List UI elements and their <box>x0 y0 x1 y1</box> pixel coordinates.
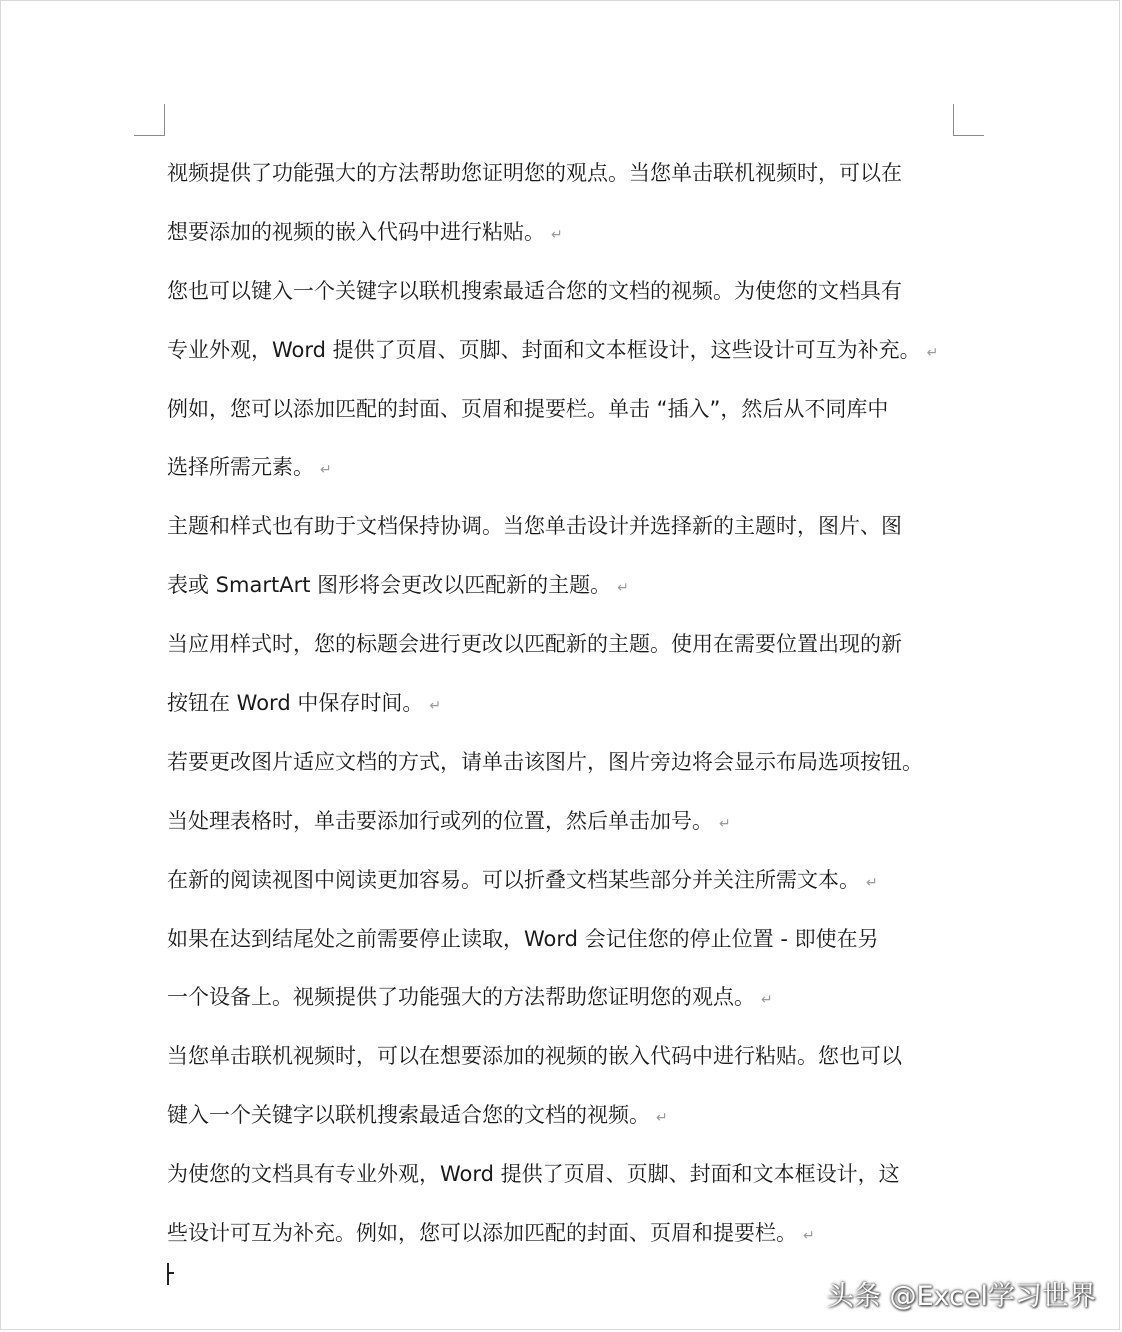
paragraph[interactable] <box>167 910 967 1028</box>
text-line-content: 一个设备上。视频提供了功能强大的方法帮助您证明您的观点。 <box>167 985 755 1010</box>
paragraph[interactable] <box>167 851 967 910</box>
paragraph-mark-icon: ↵ <box>429 698 442 715</box>
paragraph-mark-icon: ↵ <box>551 226 563 243</box>
text-line <box>167 203 967 262</box>
text-line: 例如，您可以添加匹配的封面、页眉和提要栏。单击 “插入”，然后从不同库中 <box>167 396 889 421</box>
text-line: 如果在达到结尾处之前需要停止读取，Word 会记住您的停止位置 - 即使在另 <box>167 926 879 951</box>
paragraph[interactable] <box>167 1027 967 1145</box>
text-line: 为使您的文档具有专业外观，Word 提供了页眉、页脚、封面和文本框设计，这 <box>167 1162 900 1187</box>
text-line-content: 表或 SmartArt 图形将会更改以匹配新的主题。 <box>167 573 612 598</box>
text-line-content: 在新的阅读视图中阅读更加容易。可以折叠文档某些部分并关注所需文本。 <box>167 867 860 892</box>
text-line <box>167 556 967 615</box>
text-line-content: 选择所需元素。 <box>167 455 314 480</box>
text-line: 若要更改图片适应文档的方式，请单击该图片，图片旁边将会显示布局选项按钮。 <box>167 749 923 774</box>
document-body[interactable] <box>167 144 967 1263</box>
text-cursor <box>167 1263 169 1285</box>
text-line <box>167 968 967 1027</box>
paragraph-mark-icon: ↵ <box>761 992 773 1009</box>
text-line: 主题和样式也有助于文档保持协调。当您单击设计并选择新的主题时，图片、图 <box>167 514 902 539</box>
paragraph-mark-icon: ↵ <box>719 815 731 832</box>
text-line: 当应用样式时，您的标题会进行更改以匹配新的主题。使用在需要位置出现的新 <box>167 632 902 657</box>
text-line: 您也可以键入一个关键字以联机搜索最适合您的文档的视频。为使您的文档具有 <box>167 278 902 303</box>
watermark-text: 头条 @Excel学习世界 <box>826 1281 1096 1312</box>
paragraph[interactable] <box>167 497 967 615</box>
text-line-content: 想要添加的视频的嵌入代码中进行粘贴。 <box>167 219 545 244</box>
text-line: 视频提供了功能强大的方法帮助您证明您的观点。当您单击联机视频时，可以在 <box>167 161 902 185</box>
paragraph-mark-icon: ↵ <box>320 462 332 479</box>
paragraph[interactable] <box>167 380 967 498</box>
paragraph-mark-icon: ↵ <box>803 1228 815 1245</box>
paragraph[interactable] <box>167 144 967 262</box>
paragraph-mark-icon: ↵ <box>866 874 878 891</box>
margin-corner-mark-top-right <box>953 104 984 136</box>
text-line-content: 些设计可互为补充。例如，您可以添加匹配的封面、页眉和提要栏。 <box>167 1221 797 1246</box>
text-line <box>167 321 967 380</box>
text-cursor-tick <box>169 1272 174 1274</box>
text-line-content: 当处理表格时，单击要添加行或列的位置，然后单击加号。 <box>167 808 713 833</box>
text-line <box>167 792 967 851</box>
paragraph-mark-icon: ↵ <box>926 344 939 361</box>
text-line-content: 专业外观，Word 提供了页眉、页脚、封面和文本框设计，这些设计可互为补充。 <box>167 337 921 362</box>
paragraph[interactable] <box>167 262 967 380</box>
text-line <box>167 1086 967 1145</box>
text-line-content: 键入一个关键字以联机搜索最适合您的文档的视频。 <box>167 1103 650 1128</box>
paragraph-mark-icon: ↵ <box>656 1110 668 1127</box>
margin-corner-mark-top-left <box>134 104 165 136</box>
text-line-content: 按钮在 Word 中保存时间。 <box>167 691 424 716</box>
paragraph[interactable] <box>167 733 967 851</box>
text-line <box>167 1204 967 1263</box>
text-line: 当您单击联机视频时，可以在想要添加的视频的嵌入代码中进行粘贴。您也可以 <box>167 1044 902 1069</box>
text-line <box>167 438 967 497</box>
paragraph[interactable] <box>167 615 967 733</box>
paragraph-mark-icon: ↵ <box>617 580 629 597</box>
text-line <box>167 674 967 733</box>
text-line <box>167 851 967 910</box>
paragraph[interactable] <box>167 1145 967 1263</box>
